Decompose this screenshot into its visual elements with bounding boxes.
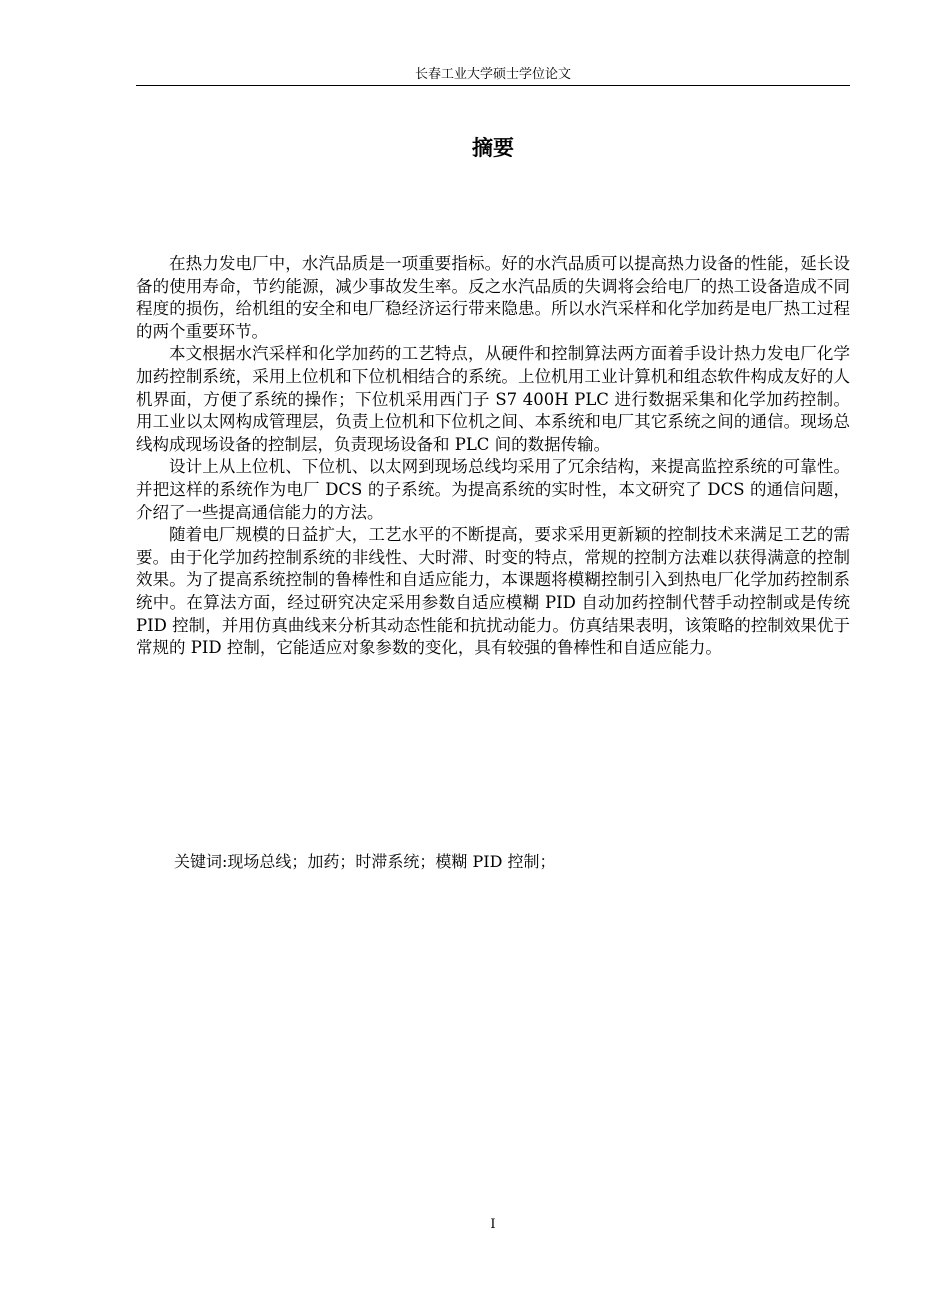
- header-rule: [136, 85, 850, 86]
- page-title: 摘要: [472, 136, 514, 160]
- abstract-paragraph: 设计上从上位机、下位机、以太网到现场总线均采用了冗余结构，来提高监控系统的可靠性。并把这样的系统作为电厂 DCS 的子系统。为提高系统的实时性，本文研究了 DCS 的通信问题，介绍了一些提高通信能力的方法。: [136, 457, 850, 522]
- keywords-line: 关键词:现场总线；加药；时滞系统；模糊 PID 控制；: [174, 852, 556, 871]
- abstract-paragraph: 本文根据水汽采样和化学加药的工艺特点，从硬件和控制算法两方面着手设计热力发电厂化学加药控制系统，采用上位机和下位机相结合的系统。上位机用工业计算机和组态软件构成友好的人机界面，方便了系统的操作；下位机采用西门子 S7 400H PLC 进行数据采集和化学加药控制。用工业以太网构成管理层，负责上位机和下位机之间、本系统和电厂其它系统之间的通信。现场总线构成现场设备的控制层，负责现场设备和 PLC 间的数据传输。: [136, 344, 850, 454]
- abstract-paragraph: 在热力发电厂中，水汽品质是一项重要指标。好的水汽品质可以提高热力设备的性能，延长设备的使用寿命，节约能源，减少事故发生率。反之水汽品质的失调将会给电厂的热工设备造成不同程度的损伤，给机组的安全和电厂稳经济运行带来隐患。所以水汽采样和化学加药是电厂热工过程的两个重要环节。: [136, 254, 850, 341]
- abstract-paragraph: 随着电厂规模的日益扩大，工艺水平的不断提高，要求采用更新颖的控制技术来满足工艺的需要。由于化学加药控制系统的非线性、大时滞、时变的特点，常规的控制方法难以获得满意的控制效果。为了提高系统控制的鲁棒性和自适应能力，本课题将模糊控制引入到热电厂化学加药控制系统中。在算法方面，经过研究决定采用参数自适应模糊 PID 自动加药控制代替手动控制或是传统 PID 控制，并用仿真曲线来分析其动态性能和抗扰动能力。仿真结果表明，该策略的控制效果优于常规的 PID 控制，它能适应对象参数的变化，具有较强的鲁棒性和自适应能力。: [136, 525, 850, 658]
- abstract-body: [136, 253, 850, 660]
- running-header: 长春工业大学硕士学位论文: [414, 67, 571, 82]
- page-number: I: [490, 1217, 496, 1232]
